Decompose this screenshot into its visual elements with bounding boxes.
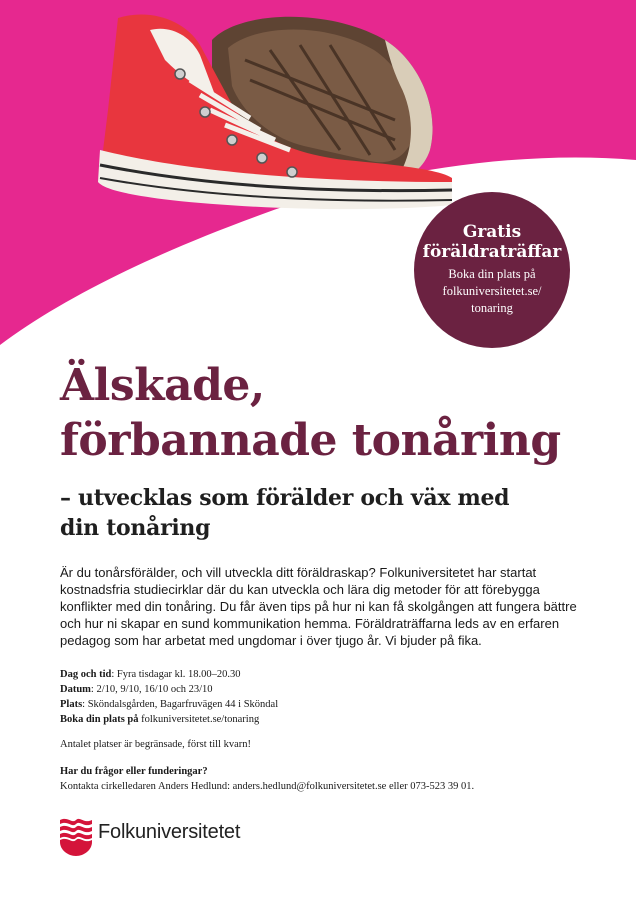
detail-dates-value: : 2/10, 9/10, 16/10 och 23/10: [90, 684, 213, 695]
folkuniversitetet-logo-icon: [60, 816, 92, 856]
detail-time: [60, 667, 580, 682]
headline-line2: förbannade tonåring: [60, 415, 561, 466]
detail-place-label: Plats: [60, 699, 83, 710]
subtitle: [60, 483, 620, 543]
free-meetings-badge: [414, 192, 570, 348]
badge-text-line3: tonaring: [471, 301, 513, 315]
intro-paragraph: Är du tonårsförälder, och vill utveckla ditt föräldraskap? Folkuniversitetet har startat kostnadsfria studiecirklar där du kan utveckla och lära dig metoder för att förebygga konflikter med din tonåring. Du får även tips på hur ni kan få skolgången att fungera bättre och hur ni skapar en sund kommunikation hemma. Föräldraträffarna leds av en erfaren pedagog som har arbetat med ungdomar i över tjugo år. Vi bjuder på fika.: [60, 565, 577, 648]
event-details: [60, 667, 580, 727]
detail-booking-label: Boka din plats på: [60, 714, 139, 725]
detail-dates: [60, 682, 580, 697]
detail-place: [60, 697, 580, 712]
badge-title-line1: Gratis: [462, 222, 522, 242]
detail-time-label: Dag och tid: [60, 669, 112, 680]
detail-place-value: : Sköndalsgården, Bagarfruvägen 44 i Sköndal: [82, 699, 279, 710]
page-title: [60, 358, 620, 468]
subhead-line2: din tonåring: [60, 515, 211, 541]
detail-booking-value: folkuniversitetet.se/tonaring: [138, 714, 260, 725]
contact-section: [60, 764, 600, 794]
folkuniversitetet-logo: [60, 816, 320, 856]
headline-line1: Älskade,: [60, 360, 265, 411]
badge-text-line2: folkuniversitetet.se/: [442, 284, 542, 298]
subhead-line1: – utvecklas som förälder och väx med: [60, 485, 510, 511]
badge-text-line1: Boka din plats på: [448, 267, 536, 281]
detail-time-value: : Fyra tisdagar kl. 18.00–20.30: [111, 669, 241, 680]
contact-info: Kontakta cirkelledaren Anders Hedlund: anders.hedlund@folkuniversitetet.se eller 073-523 39 01.: [60, 781, 475, 792]
badge-title-line2: föräldraträffar: [422, 242, 562, 262]
detail-booking: [60, 712, 580, 727]
questions-title: Har du frågor eller funderingar?: [60, 766, 208, 777]
logo-wordmark: Folkuniversitetet: [98, 821, 241, 843]
detail-dates-label: Datum: [60, 684, 91, 695]
limited-seats-note: Antalet platser är begränsade, först till kvarn!: [60, 739, 251, 750]
